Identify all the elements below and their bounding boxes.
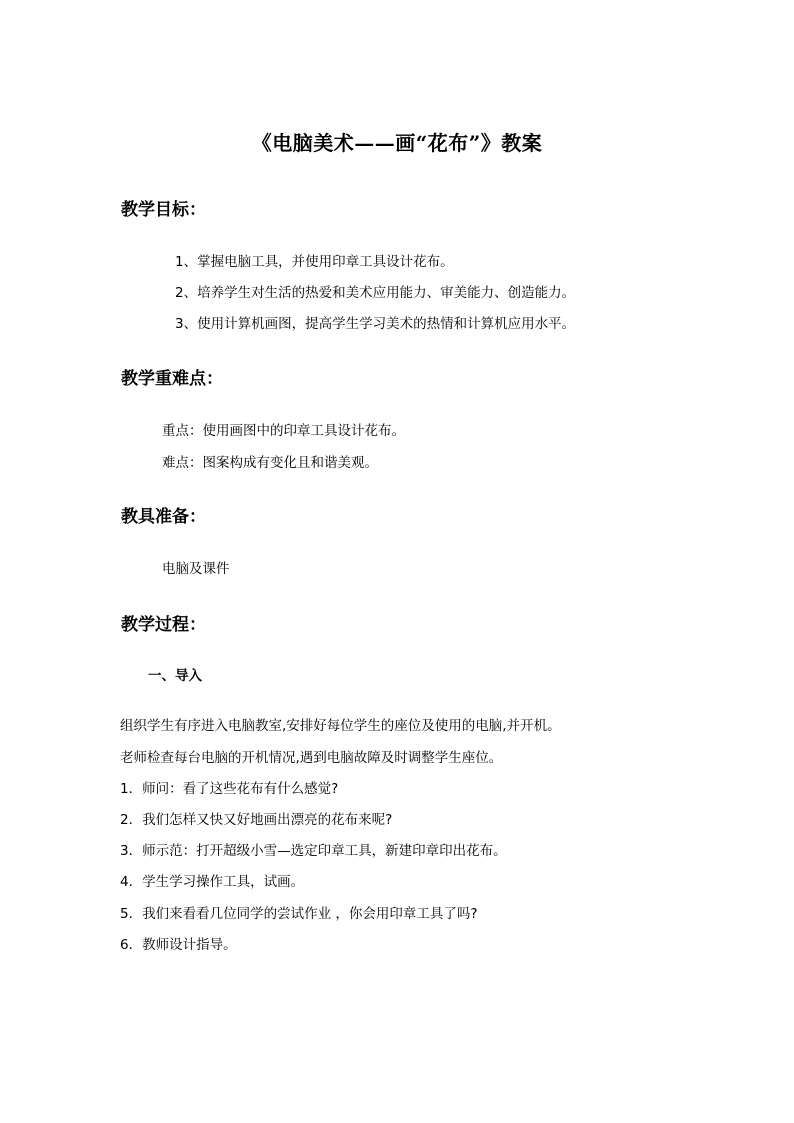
key-points-heading: 教学重难点： [121,369,223,389]
process-item-8: 6．教师设计指导。 [120,937,237,953]
objective-item-2: 2、培养学生对生活的热爱和美术应用能力、审美能力、创造能力。 [175,285,576,301]
materials-item-1: 电脑及课件 [162,561,230,577]
process-item-5: 3．师示范：打开超级小雪—选定印章工具，新建印章印出花布。 [120,843,507,859]
process-item-1: 组织学生有序进入电脑教室,安排好每位学生的座位及使用的电脑,并开机。 [120,718,561,734]
process-item-2: 老师检查每台电脑的开机情况,遇到电脑故障及时调整学生座位。 [120,750,503,766]
process-item-7: 5．我们来看看几位同学的尝试作业 ，你会用印章工具了吗? [120,906,478,922]
process-heading: 教学过程： [121,615,206,635]
objectives-heading: 教学目标： [121,200,206,220]
process-item-3: 1．师问：看了这些花布有什么感觉? [120,781,339,797]
key-point-item-1: 重点：使用画图中的印章工具设计花布。 [162,423,405,439]
objective-item-3: 3、使用计算机画图，提高学生学习美术的热情和计算机应用水平。 [175,316,576,332]
objective-item-1: 1、掌握电脑工具，并使用印章工具设计花布。 [175,254,454,270]
process-subheading: 一、导入 [148,668,202,684]
document-title: 《电脑美术——画“花布”》教案 [251,131,543,155]
materials-heading: 教具准备： [121,507,206,527]
process-item-6: 4．学生学习操作工具，试画。 [120,874,305,890]
key-point-item-2: 难点：图案构成有变化且和谐美观。 [162,455,378,471]
process-item-4: 2．我们怎样又快又好地画出漂亮的花布来呢? [120,812,393,828]
